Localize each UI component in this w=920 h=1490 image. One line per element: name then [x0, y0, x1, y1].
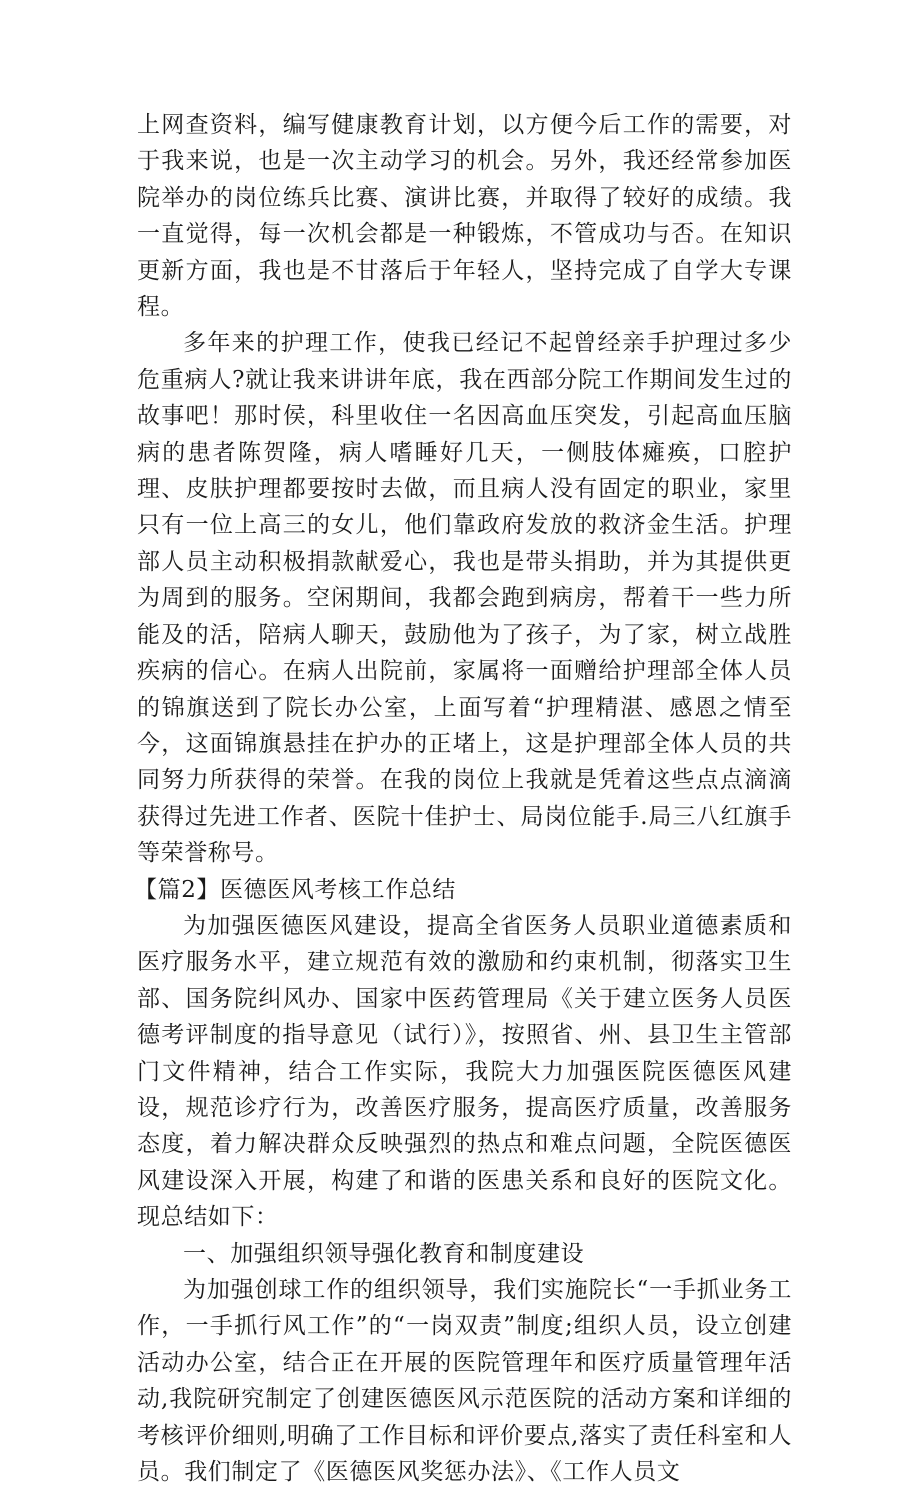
document-body: [134, 107, 792, 1490]
paragraph-organization: 为加强创球工作的组织领导，我们实施院长“一手抓业务工作，一手抓行风工作”的“一岗双责”制度;组织人员，设立创建活动办公室，结合正在开展的医院管理年和医疗质量管理年活动,我院研究制定了创建医德医风示范医院的活动方案和详细的考核评价细则,明确了工作目标和评价要点,落实了责任科室和人员。我们制定了《医德医风奖惩办法》、《工作人员文: [137, 1277, 792, 1486]
paragraph-introduction: 为加强医德医风建设，提高全省医务人员职业道德素质和医疗服务水平，建立规范有效的激励和约束机制，彻落实卫生部、国务院纠风办、国家中医药管理局《关于建立医务人员医德考评制度的指导意见（试行）》，按照省、州、县卫生主管部门文件精神，结合工作实际，我院大力加强医院医德医风建设，规范诊疗行为，改善医疗服务，提高医疗质量，改善服务态度，着力解决群众反映强烈的热点和难点问题，全院医德医风建设深入开展，构建了和谐的医患关系和良好的医院文化。现总结如下：: [137, 912, 792, 1231]
paragraph-continuation: 上网查资料，编写健康教育计划，以方便今后工作的需要，对于我来说，也是一次主动学习的机会。另外，我还经常参加医院举办的岗位练兵比赛、演讲比赛，并取得了较好的成绩。我一直觉得，每一次机会都是一种锻炼，不管成功与否。在知识更新方面，我也是不甘落后于年轻人，坚持完成了自学大专课程。: [137, 112, 792, 321]
paragraph-nursing-story: 多年来的护理工作，使我已经记不起曾经亲手护理过多少危重病人?就让我来讲讲年底，我在西部分院工作期间发生过的故事吧！那时侯，科里收住一名因高血压突发，引起高血压脑病的患者陈贺隆，病人嗜睡好几天，一侧肢体瘫痪，口腔护理、皮肤护理都要按时去做，而且病人没有固定的职业，家里只有一位上高三的女儿，他们靠政府发放的救济金生活。护理部人员主动积极捐款献爱心，我也是带头捐助，并为其提供更为周到的服务。空闲期间，我都会跑到病房，帮着干一些力所能及的活，陪病人聊天，鼓励他为了孩子，为了家，树立战胜疾病的信心。在病人出院前，家属将一面赠给护理部全体人员的锦旗送到了院长办公室，上面写着“护理精湛、感恩之情至今，这面锦旗悬挂在护办的正堵上，这是护理部全体人员的共同努力所获得的荣誉。在我的岗位上我就是凭着这些点点滴滴获得过先进工作者、医院十佳护士、局岗位能手.局三八红旗手等荣誉称号。: [137, 330, 792, 867]
subheading-organization: 一、加强组织领导强化教育和制度建设: [183, 1240, 585, 1267]
section-heading: 【篇2】医德医风考核工作总结: [134, 876, 457, 903]
